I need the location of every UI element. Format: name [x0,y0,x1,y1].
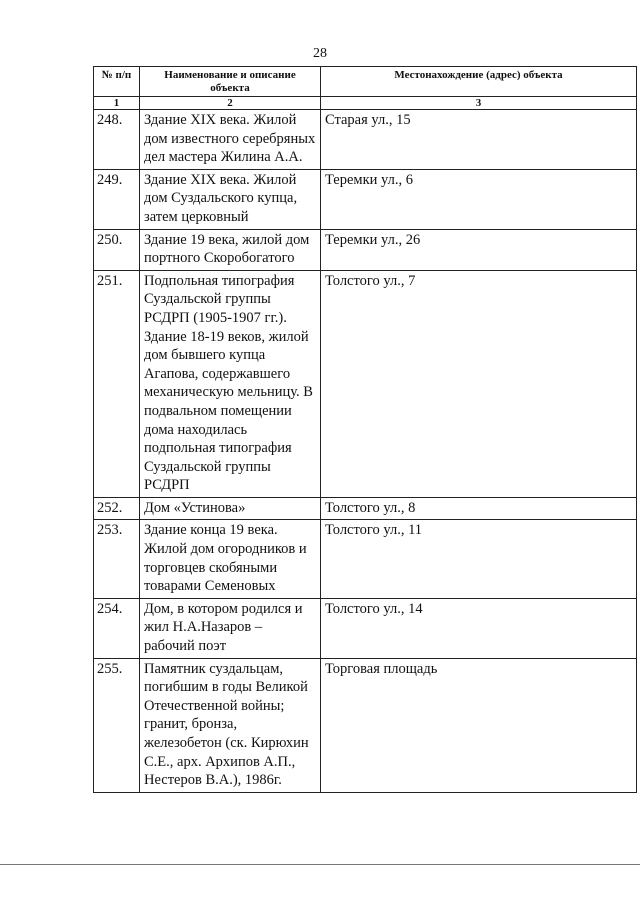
table-row [94,598,637,658]
object-name: Здание 19 века, жилой дом портного Скоробогатого [140,229,321,270]
page-divider [0,864,640,865]
table-row [94,229,637,270]
monuments-table [93,66,637,793]
header-name: Наименование и описание объекта [140,67,321,97]
object-name: Здание конца 19 века. Жилой дом огородников и торговцев скобяными товарами Семеновых [140,520,321,598]
object-location: Старая ул., 15 [321,110,637,170]
object-name: Здание XIX века. Жилой дом известного серебряных дел мастера Жилина А.А. [140,110,321,170]
object-location: Торговая площадь [321,658,637,792]
table-row [94,169,637,229]
object-location: Толстого ул., 8 [321,497,637,520]
header-location: Местонахождение (адрес) объекта [321,67,637,97]
object-name: Дом «Устинова» [140,497,321,520]
row-number: 253. [94,520,140,598]
table-row [94,110,637,170]
column-number: 3 [321,97,637,110]
object-name: Дом, в котором родился и жил Н.А.Назаров – рабочий поэт [140,598,321,658]
object-name: Подпольная типография Суздальской группы РСДРП (1905-1907 гг.). Здание 18-19 веков, жилой дом бывшего купца Агапова, содержавшего механическую мельницу. В подвальном помещении дома находилась подпольная типография Суздальской группы РСДРП [140,270,321,497]
column-number-row [94,97,637,110]
row-number: 252. [94,497,140,520]
object-name: Памятник суздальцам, погибшим в годы Великой Отечественной войны; гранит, бронза, железобетон (ск. Кирюхин С.Е., арх. Архипов А.П., Нестеров В.А.), 1986г. [140,658,321,792]
table-row [94,658,637,792]
page-number: 28 [313,46,327,61]
header-num: № п/п [94,67,140,97]
column-number: 2 [140,97,321,110]
object-location: Толстого ул., 14 [321,598,637,658]
object-location: Толстого ул., 11 [321,520,637,598]
table-row [94,497,637,520]
row-number: 249. [94,169,140,229]
row-number: 255. [94,658,140,792]
object-name: Здание XIX века. Жилой дом Суздальского купца, затем церковный [140,169,321,229]
table-row [94,520,637,598]
row-number: 251. [94,270,140,497]
object-location: Толстого ул., 7 [321,270,637,497]
row-number: 248. [94,110,140,170]
object-location: Теремки ул., 6 [321,169,637,229]
column-number: 1 [94,97,140,110]
object-location: Теремки ул., 26 [321,229,637,270]
row-number: 254. [94,598,140,658]
row-number: 250. [94,229,140,270]
table-header-row [94,67,637,97]
table-row [94,270,637,497]
